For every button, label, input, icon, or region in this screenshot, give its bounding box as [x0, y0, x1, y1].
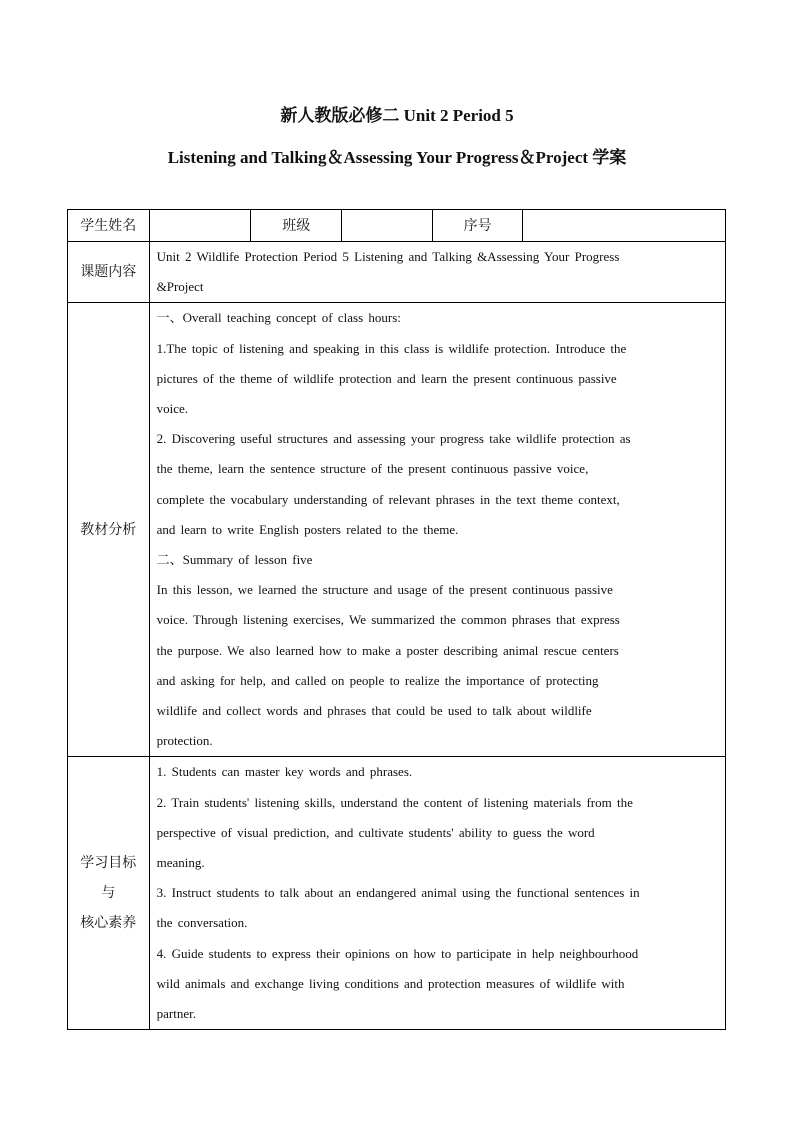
lesson-plan-table — [67, 209, 726, 1030]
student-name-label: 学生姓名 — [68, 210, 150, 242]
analysis-line: the purpose. We also learned how to make a poster describing animal rescue centers — [156, 642, 619, 658]
objective-line: 4. Guide students to express their opinions on how to participate in help neighbourhood — [156, 945, 639, 961]
objective-line: the conversation. — [156, 915, 248, 931]
document-subtitle: Listening and Talking＆Assessing Your Progress＆Project 学案 — [167, 148, 627, 167]
topic-content — [149, 242, 725, 303]
analysis-line: 1.The topic of listening and speaking in this class is wildlife protection. Introduce the — [156, 340, 627, 356]
analysis-line: complete the vocabulary understanding of relevant phrases in the text theme context, — [156, 491, 620, 507]
class-label: 班级 — [251, 210, 342, 242]
analysis-line: 二、Summary of lesson five — [156, 552, 313, 568]
objectives-label: 学习目标 与 核心素养 — [68, 757, 150, 1030]
analysis-line: and learn to write English posters related to the theme. — [156, 521, 459, 537]
objective-line: perspective of visual prediction, and cultivate students' ability to guess the word — [156, 824, 595, 840]
analysis-line: voice. Through listening exercises, We summarized the common phrases that express — [156, 612, 620, 628]
analysis-line: and asking for help, and called on people to realize the importance of protecting — [156, 672, 599, 688]
objective-line: 1. Students can master key words and phrases. — [156, 764, 413, 780]
topic-line: Unit 2 Wildlife Protection Period 5 Listening and Talking &Assessing Your Progress — [156, 249, 620, 264]
analysis-line: protection. — [156, 733, 213, 749]
analysis-line: 2. Discovering useful structures and assessing your progress take wildlife protection as — [156, 431, 631, 447]
objective-line: partner. — [156, 1006, 196, 1022]
document-title: 新人教版必修二 Unit 2 Period 5 — [280, 106, 514, 125]
objective-line: meaning. — [156, 855, 205, 871]
analysis-line: In this lesson, we learned the structure and usage of the present continuous passive — [156, 582, 613, 598]
objective-line: 3. Instruct students to talk about an endangered animal using the functional sentences in — [156, 885, 640, 901]
student-number-label: 序号 — [432, 210, 523, 242]
analysis-line: pictures of the theme of wildlife protection and learn the present continuous passive — [156, 370, 617, 386]
analysis-row — [68, 303, 726, 757]
analysis-label: 教材分析 — [68, 303, 150, 757]
student-name-field[interactable] — [149, 210, 251, 242]
class-field[interactable] — [342, 210, 433, 242]
topic-row — [68, 242, 726, 303]
objectives-content — [149, 757, 725, 1030]
topic-line: &Project — [156, 279, 204, 295]
student-number-field[interactable] — [523, 210, 726, 242]
student-info-row — [68, 210, 726, 242]
objectives-row — [68, 757, 726, 1030]
analysis-line: the theme, learn the sentence structure of the present continuous passive voice, — [156, 461, 589, 477]
objective-line: wild animals and exchange living conditions and protection measures of wildlife with — [156, 975, 625, 991]
analysis-line: voice. — [156, 401, 189, 417]
analysis-line: 一、Overall teaching concept of class hours: — [156, 310, 401, 326]
analysis-line: wildlife and collect words and phrases that could be used to talk about wildlife — [156, 703, 592, 719]
objective-line: 2. Train students' listening skills, understand the content of listening materials from the — [156, 794, 633, 810]
analysis-content — [149, 303, 725, 757]
topic-label: 课题内容 — [68, 242, 150, 303]
